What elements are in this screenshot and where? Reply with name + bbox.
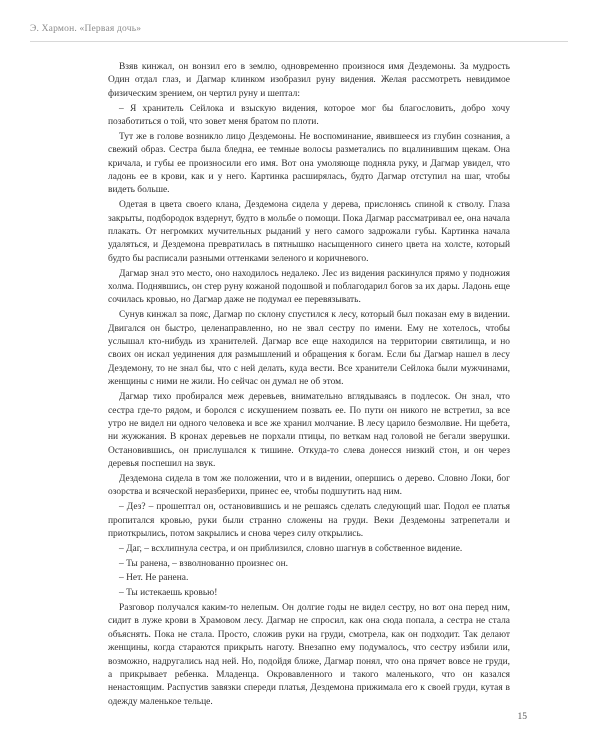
- paragraph: Одетая в цвета своего клана, Дездемона сидела у дерева, прислонясь спиной к стволу. Глаза закрыты, подбородок вздернут, будто в мольбе о помощи. Пока Дагмар рассматривал ее, она начала плакать. От негромких мучительных рыданий у него самого задрожали губы. Картинка начала удаляться, и Дездемона превратилась в пятнышко насыщенного синего цвета на холсте, который будто бы расписали разными оттенками зеленого и коричневого.: [108, 200, 510, 264]
- paragraph: – Дез? – прошептал он, остановившись и не решаясь сделать следующий шаг. Подол ее платья пропитался кровью, руки были странно сложены на груди. Веки Дездемоны затрепетали и приоткрылись, потом закрылись и снова через силу открылись.: [108, 502, 510, 539]
- paragraph: Дагмар тихо пробирался меж деревьев, внимательно вглядываясь в подлесок. Он знал, что сестра где-то рядом, и боролся с искушением позвать ее. По пути он никого не встретил, за все утро не видел ни одного человека и все же хранил молчание. В лесу царило безмолвие. Ни щебета, ни жужжания. В кронах деревьев не порхали птицы, по веткам над головой не бегали зверушки. Остановившись, он прислушался к тишине. Откуда-то слева донесся низкий стон, и он через деревья поспешил на звук.: [108, 392, 510, 470]
- body-text: [108, 61, 510, 711]
- paragraph: Сунув кинжал за пояс, Дагмар по склону спустился к лесу, который был показан ему в видении. Двигался он быстро, целенаправленно, но не звал сестру по имени. Ему не хотелось, чтобы услышал кто-нибудь из хранителей. Дагмар все еще находился на территории святилища, и но своих он искал уединения для размышлений и обращения к богам. Если бы Дагмар нашел в лесу Дездемону, то не знал бы, что с ней делать, куда вести. Все хранители Сейлока были мужчинами, женщины с ними не жили. Но сейчас он думал не об этом.: [108, 310, 510, 388]
- paragraph: Разговор получался каким-то нелепым. Он долгие годы не видел сестру, но вот она перед ним, сидит в луже крови в Храмовом лесу. Дагмар не спросил, как она сюда попала, а сестра не стала объяснять. Пока не стала. Просто, сложив руки на груди, смотрела, как он подходит. Так делают женщины, когда стараются прикрыть наготу. Внезапно ему подумалось, что сестру избили или, возможно, надругались над ней. Но, подойдя ближе, Дагмар понял, что она прячет вовсе не груди, а прикрывает ребенка. Младенца. Окровавленного и такого маленького, что он казался ненастоящим. Распустив завязки спереди платья, Дездемона прижимала его к своей груди, кутая в одежду маленькое тельце.: [108, 602, 510, 707]
- paragraph: Дагмар знал это место, оно находилось недалеко. Лес из видения раскинулся прямо у подножия холма. Поднявшись, он стер руну кожаной подошвой и поблагодарил богов за их дары. Ладонь еще сочилась кровью, но Дагмар даже не подумал ее перевязывать.: [108, 268, 510, 306]
- header-divider: [30, 41, 568, 42]
- paragraph: – Даг, – всхлипнула сестра, и он приблизился, словно шагнув в собственное видение.: [119, 543, 463, 554]
- paragraph: Взяв кинжал, он вонзил его в землю, одновременно произнося имя Дездемоны. За мудрость Один отдал глаз, и Дагмар клинком изобразил руну видения. Желая рассмотреть невидимое физическим зрением, он чертил руну и шептал:: [108, 62, 510, 99]
- page-number: 15: [517, 712, 527, 722]
- running-header: Э. Хармон. «Первая дочь»: [30, 24, 142, 34]
- paragraph: – Я хранитель Сейлока и взыскую видения, которое мог бы благословить, добро хочу позаботиться о той, что зовет меня братом по плоти.: [108, 103, 510, 128]
- paragraph: – Ты ранена, – взволнованно произнес он.: [119, 558, 289, 569]
- paragraph: Дездемона сидела в том же положении, что и в видении, опершись о дерево. Словно Локи, бог озорства и всяческой неразберихи, принес ее, чтобы подшутить над ним.: [108, 473, 510, 498]
- paragraph: Тут же в голове возникло лицо Дездемоны. Не воспоминание, явившееся из глубин сознания, а свежий образ. Сестра была бледна, ее темные волосы разметались по вцалинившим щекам. Она кричала, и губы ее произносили его имя. Вот она умоляюще подняла руку, и Дагмар увидел, что ладонь ее в крови, как и у него. Картинка расширялась, будто Дагмар отступил на шаг, чтобы видеть больше.: [108, 131, 510, 196]
- paragraph: – Ты истекаешь кровью!: [119, 588, 218, 599]
- paragraph: – Нет. Не ранена.: [119, 573, 189, 584]
